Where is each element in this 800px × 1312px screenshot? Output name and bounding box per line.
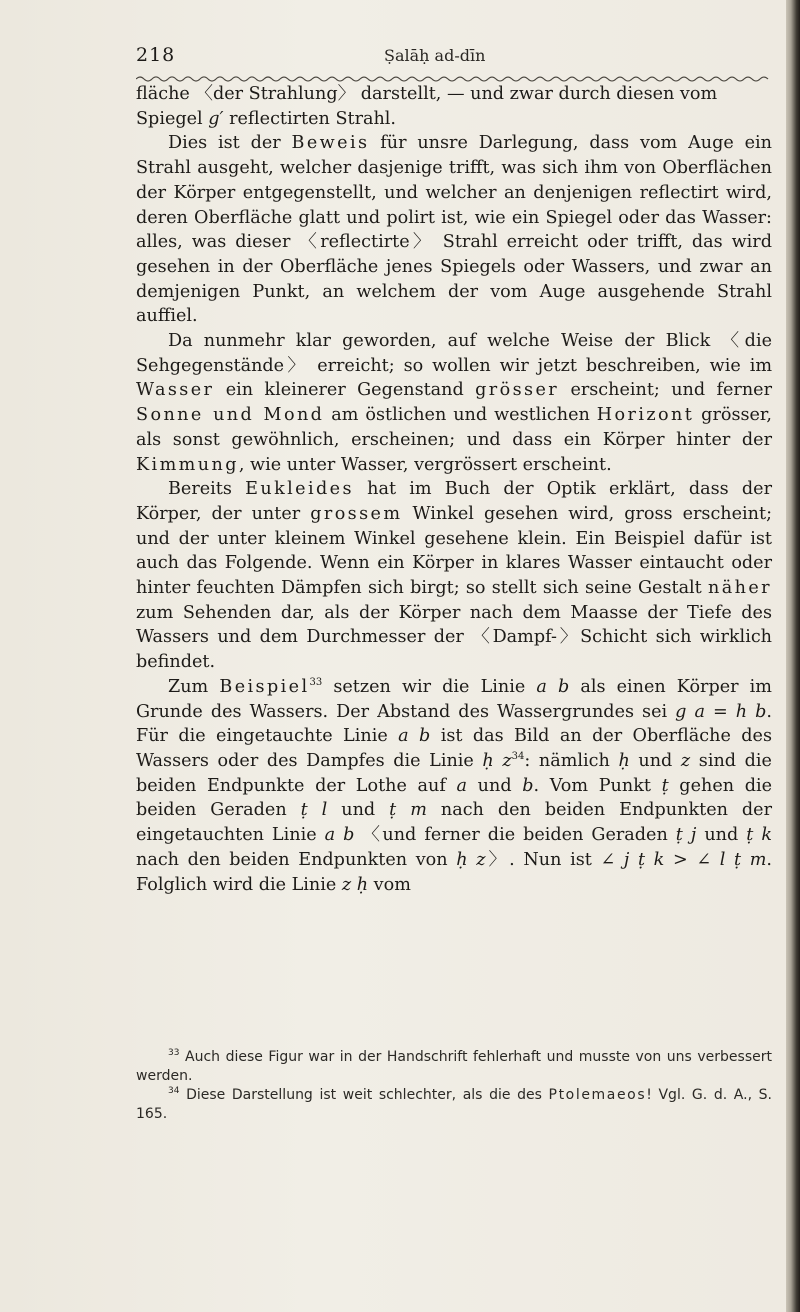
paragraph-eukleides: Bereits Eukleides hat im Buch der Optik erklärt, dass der Körper, der unter grossem Winkel gesehen wird, gross erscheint; und der unter kleinem Winkel gesehene klein. Ein Beispiel dafür ist auch das Folgende. Wenn ein Körper in klares Wasser eintaucht oder hinter feuchten Dämpfen sich birgt; so stellt sich seine Gestalt näher zum Sehenden dar, als der Körper nach dem Maasse der Tiefe des Wassers und dem Durchmesser der 〈Dampf-〉Schicht sich wirklich befindet. [136,479,772,673]
footnotes [136,1048,772,1124]
paragraph-continuation: fläche 〈der Strahlung〉 darstellt, — und zwar durch diesen vom Spiegel g′ reflectirten Strahl. [136,84,718,129]
footnote-ref-33: 33 [309,676,323,688]
footnote-33: $^{33}$ Auch diese Figur war in der Handschrift fehlerhaft und musste von uns verbessert werden. [136,1048,772,1084]
running-title: Ṣalāḥ ad-dīn [384,46,486,65]
paragraph-proof: Dies ist der Beweis für unsre Darlegung, dass vom Auge ein Strahl ausgeht, welcher dasjenige trifft, was sich ihm von Oberflächen der Körper entgegenstellt, und welcher an denjenigen reflectirt wird, deren Oberfläche glatt und polirt ist, wie ein Spiegel oder das Wasser: alles, was dieser 〈reflectirte〉 Strahl erreicht oder trifft, das wird gesehen in der Oberfläche jenes Spiegels oder Wassers, und zwar an demjenigen Punkt, an welchem der vom Auge ausgehende Strahl auffiel. [136,133,773,327]
paragraph-magnification: Da nunmehr klar geworden, auf welche Weise der Blick 〈die Sehgegenstände〉 erreicht; so wollen wir jetzt beschreiben, wie im Wasser ein kleinerer Gegenstand grösser erscheint; und ferner Sonne und Mond am östlichen und westlichen Horizont grösser, als sonst gewöhnlich, erscheinen; und dass ein Körper hinter der Kimmung, wie unter Wasser, vergrössert erscheint. [136,331,772,475]
paragraph-example: Zum Beispiel$^{33}$ setzen wir die Linie a b als einen Körper im Grunde des Wassers. Der Abstand des Wassergrundes sei g a = h b. Für die eingetauchte Linie a b ist das Bild an der Oberfläche des Wassers oder des Dampfes die Linie ḥ $z^{34}$: nämlich ḥ und z sind die beiden Endpunkte der Lothe auf a und b. Vom Punkt ṭ gehen die beiden Geraden ṭ l und ṭ m nach den beiden Endpunkten der eingetauchten Linie a b 〈und ferner die beiden Geraden ṭ j und ṭ k nach den beiden Endpunkten von ḥ z〉. Nun ist ∠ j ṭ k > ∠ l ṭ m. Folglich wird die Linie z ḥ vom [136,676,772,895]
footnote-34: $^{34}$ Diese Darstellung ist weit schlechter, als die des Ptolemaeos! Vgl. G. d. A., S. 165. [136,1086,772,1122]
page-number: 218 [136,44,176,66]
main-text [136,82,772,897]
book-binding-edge [786,0,800,1312]
footnote-ref-34: 34 [511,750,525,762]
page-header [136,44,770,74]
